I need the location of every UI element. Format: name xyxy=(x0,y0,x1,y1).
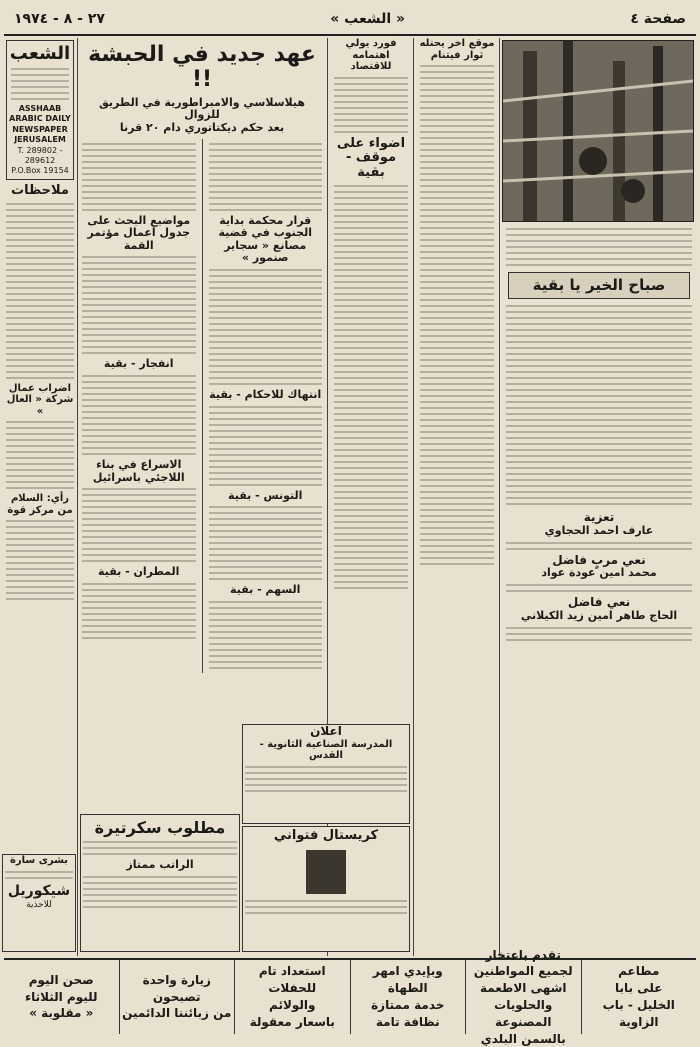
condolence-name: عارف احمد الحجاوي xyxy=(544,524,654,538)
page-date: ٢٧ - ٨ - ١٩٧٤ xyxy=(14,11,105,27)
masthead-en-4: JERUSALEM xyxy=(14,135,66,145)
bottom-ad-row xyxy=(4,947,696,1046)
lead-subtitle-2: بعد حكم ديكتاتوري دام ٢٠ قرنا xyxy=(119,120,285,134)
explosion-headline: انفجار - بقية xyxy=(103,357,174,371)
crystal-ad xyxy=(242,826,410,952)
masthead-en-1: ASSHAAB xyxy=(18,104,62,113)
exploit-headline: انتهاك للاحكام - بقية xyxy=(209,388,322,402)
secretary-ad-title: مطلوب سكرتيرة xyxy=(94,818,226,837)
crystal-ad-title: كريستال فتواني xyxy=(273,828,379,843)
ad-line: الخليل - باب الزاوية xyxy=(602,998,675,1029)
ad-line: « مقلوبة » xyxy=(29,1006,94,1021)
lead-headline: عهد جديد في الحبشة !! xyxy=(88,42,316,93)
lights-headline: اضواء على موقف - بقية xyxy=(336,135,406,181)
death-notice-title-1: نعي مربٍ فاضل xyxy=(552,552,646,567)
bishop-headline: المطران - بقية xyxy=(98,565,180,579)
school-notice-title: اعلان xyxy=(310,724,342,738)
masthead-phone: T. 289802 - 289612 xyxy=(17,145,63,165)
masthead-title: الشعب xyxy=(9,43,71,64)
tunis-headline: التونس - بقية xyxy=(228,488,303,502)
arrows-headline: السهم - بقية xyxy=(230,583,301,597)
shoe-ad xyxy=(2,854,76,952)
crowd-photo-icon xyxy=(503,41,693,221)
ad-cell xyxy=(4,960,119,1034)
death-notice-name-1: محمد امين عودة عواد xyxy=(541,566,657,580)
page-number: صفحة ٤ xyxy=(630,11,686,27)
shoe-brand-sub: للاحذية xyxy=(26,899,52,910)
ad-line: بالسمن البلدي xyxy=(480,1031,566,1046)
ad-line: مطاعم xyxy=(618,964,660,979)
masthead-pobox: P.O.Box 19154 xyxy=(11,166,69,176)
school-notice-body: المدرسة الصناعية الثانوية - القدس xyxy=(259,738,393,762)
paper-name: « الشعب » xyxy=(330,11,406,27)
secretary-salary: الراتب ممتاز xyxy=(126,858,194,872)
ad-line: تقدم باعتخار لجميع المواطنين xyxy=(473,947,573,979)
ad-line: من زبائننا الدائمين xyxy=(122,1006,232,1021)
ad-line: استعداد تام للحفلات xyxy=(258,964,326,996)
death-notice-name-2: الحاج طاهر امين زيد الكيلاني xyxy=(520,608,678,622)
newspaper-page xyxy=(4,4,696,1046)
ad-cell xyxy=(581,960,697,1034)
shoe-ad-announcement: بشرى سارة xyxy=(9,855,69,866)
ad-line: صحن اليوم xyxy=(28,972,94,987)
ad-line: اشهى الاطعمة والحلويات المصنوعة xyxy=(479,981,567,1029)
workers-strike-headline: اضراب عمال شركة « العال » xyxy=(6,382,74,417)
ad-line: وبإيدي امهر الطهاة xyxy=(372,964,443,996)
column-vietnam xyxy=(418,38,496,956)
notes-title: ملاحظات xyxy=(11,182,69,198)
page-header xyxy=(4,4,696,36)
column-morning xyxy=(504,224,694,956)
condolence-title: تعزية xyxy=(583,510,615,525)
death-notice-title-2: نعي فاضل xyxy=(567,595,631,610)
masthead-en-2: ARABIC DAILY xyxy=(9,114,71,124)
lead-subtitle-1: هيلاسلاسي والامبراطورية في الطريق للزوال xyxy=(98,95,305,122)
opinion-headline: رأي: السلام من مركز قوة xyxy=(7,493,73,516)
school-notice xyxy=(242,724,410,824)
ad-line: زيارة واحدة تصبحون xyxy=(142,972,211,1004)
court-decision-headline: قرار محكمة بداية الجنوب في قضية مصانع « سجاير صنمور » xyxy=(218,213,312,265)
ad-line: على بابا xyxy=(615,981,663,996)
ad-line: نظافة تامة xyxy=(375,1014,440,1029)
ad-line: لليوم الثلاثاء xyxy=(24,989,98,1004)
ad-line: خدمة ممتازة xyxy=(371,998,445,1012)
ad-cell xyxy=(350,960,466,1034)
refugees-headline: الاسراع في بناء اللاجئي باسرائيل xyxy=(92,458,185,484)
morning-column-title: صباح الخير يا بقية xyxy=(508,272,690,299)
ad-line: باسعار معقولة xyxy=(249,1014,335,1029)
shoe-brand: شيكوريل xyxy=(7,882,71,899)
left-strip xyxy=(4,38,76,956)
vietnam-headline: موقع آخر يحتله ثوار فيتنام xyxy=(419,38,495,61)
secretary-ad xyxy=(80,814,240,952)
ad-line: والولائم xyxy=(269,998,316,1012)
ad-cell xyxy=(119,960,235,1034)
ford-headline: فورد يولي اهتمامه للاقتصاد xyxy=(345,38,397,72)
masthead-en-3: NEWSPAPER xyxy=(12,124,68,134)
ad-cell xyxy=(465,947,581,1046)
news-photo xyxy=(502,40,694,222)
ad-cell xyxy=(234,960,350,1034)
summit-headline: مواضيع البحث على جدول اعمال مؤتمر القمة xyxy=(87,213,191,252)
crystal-building-icon xyxy=(306,850,346,894)
